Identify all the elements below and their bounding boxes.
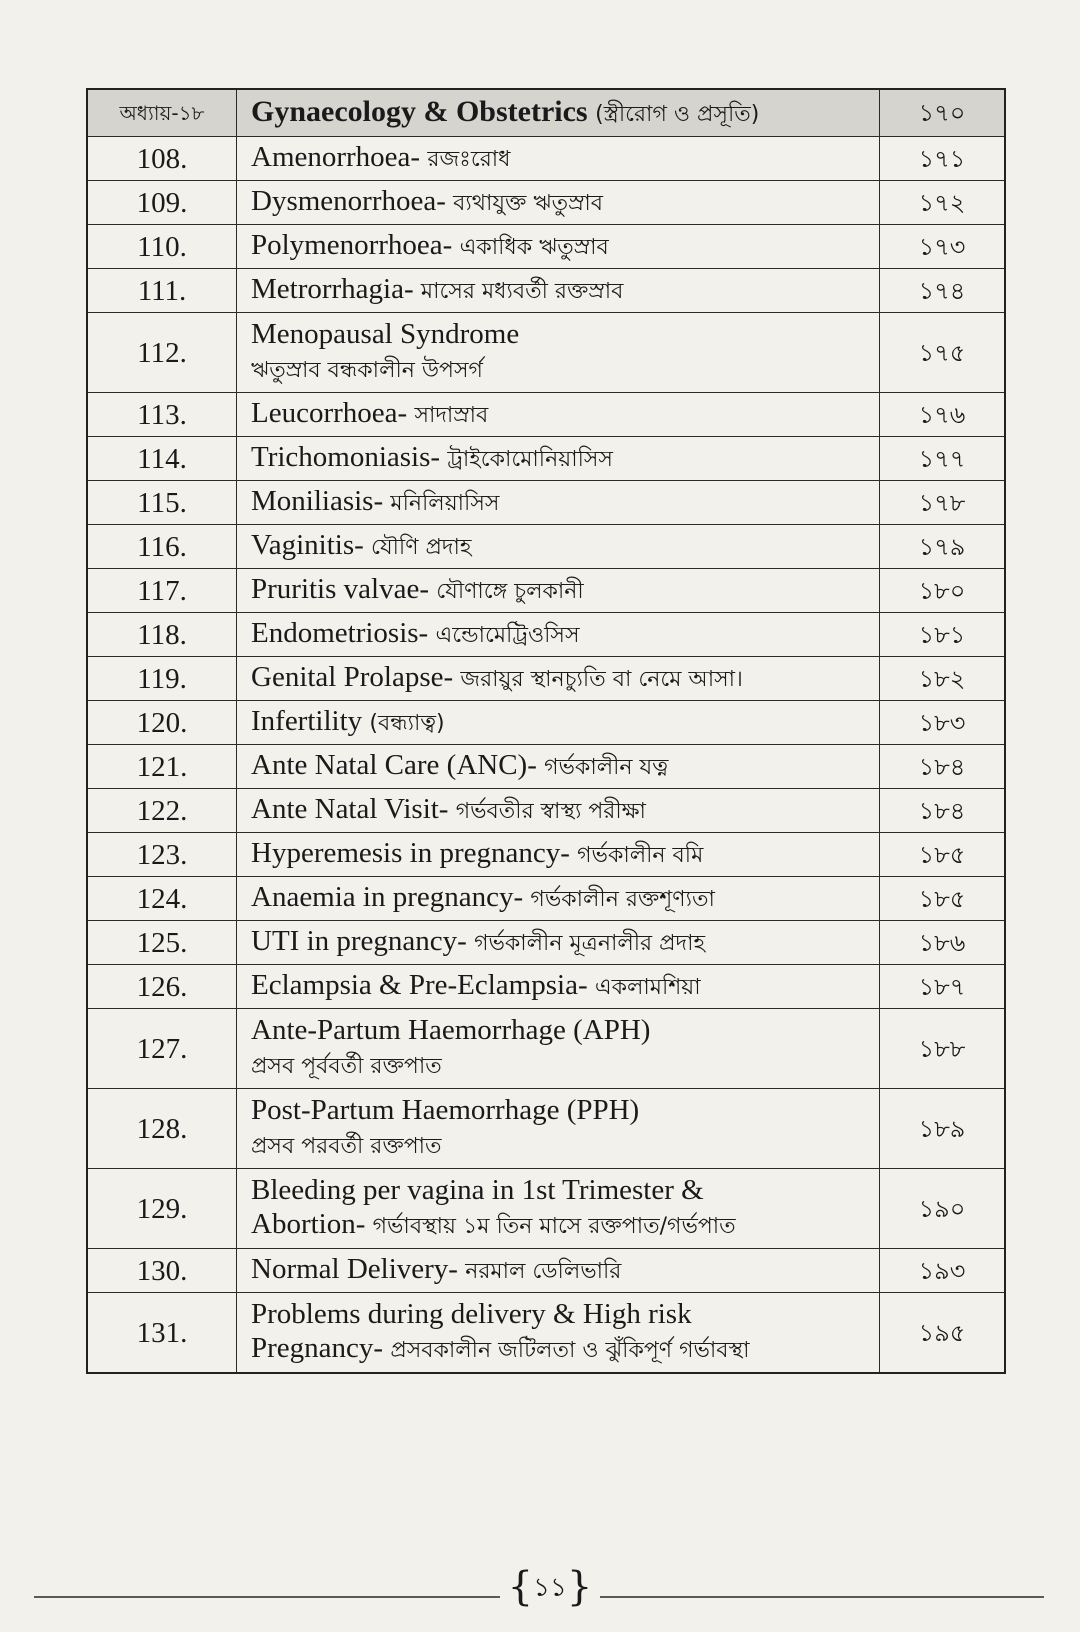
entry-title-en: Normal Delivery- [251, 1253, 458, 1285]
entry-page: ১৭৬ [880, 393, 1006, 437]
entry-title [237, 921, 880, 965]
table-row [87, 833, 1005, 877]
entry-number: 111. [87, 269, 237, 313]
entry-title-bn: একলামশিয়া [594, 975, 701, 1000]
entry-title-bn: মাসের মধ্যবর্তী রক্তস্রাব [420, 279, 624, 304]
left-brace: { [507, 1564, 534, 1610]
table-row [87, 137, 1005, 181]
entry-number: 115. [87, 481, 237, 525]
entry-title [237, 181, 880, 225]
entry-number: 124. [87, 877, 237, 921]
table-row [87, 481, 1005, 525]
entry-page: ১৮৩ [880, 701, 1006, 745]
entry-title [237, 613, 880, 657]
entry-page: ১৮৪ [880, 745, 1006, 789]
entry-title-line [251, 317, 869, 351]
entry-title [237, 1249, 880, 1293]
right-brace: } [566, 1564, 593, 1610]
table-row [87, 965, 1005, 1009]
entry-number: 119. [87, 657, 237, 701]
entry-number: 110. [87, 225, 237, 269]
entry-title [237, 657, 880, 701]
entry-number: 122. [87, 789, 237, 833]
entry-title-bn: মনিলিয়াসিস [390, 491, 500, 516]
entry-title-en: Metrorrhagia- [251, 273, 414, 305]
table-row [87, 657, 1005, 701]
entry-title [237, 437, 880, 481]
entry-number: 123. [87, 833, 237, 877]
entry-title-en: Anaemia in pregnancy- [251, 881, 524, 913]
entry-title-line [251, 1173, 869, 1207]
entry-title [237, 393, 880, 437]
entry-title-en: Endometriosis- [251, 617, 429, 649]
entry-title [237, 877, 880, 921]
entry-page: ১৭৯ [880, 525, 1006, 569]
chapter-page: ১৭০ [880, 89, 1006, 137]
entry-title [237, 137, 880, 181]
entry-number: 120. [87, 701, 237, 745]
entry-title-bn: নরমাল ডেলিভারি [465, 1259, 622, 1284]
entry-title-bn: জরায়ুর স্থানচ্যুতি বা নেমে আসা। [460, 667, 743, 692]
entry-title-bn: গর্ভাবস্থায় ১ম তিন মাসে রক্তপাত/গর্ভপাত [372, 1214, 736, 1239]
entry-page: ১৭১ [880, 137, 1006, 181]
entry-page: ১৮৭ [880, 965, 1006, 1009]
entry-title [237, 313, 880, 393]
entry-title-bn: যৌণি প্রদাহ [371, 535, 472, 560]
entry-title-bn: গর্ভবতীর স্বাস্থ্য পরীক্ষা [455, 799, 646, 824]
entry-number: 112. [87, 313, 237, 393]
entry-page: ১৮৫ [880, 877, 1006, 921]
entry-number: 117. [87, 569, 237, 613]
entry-title-en: Eclampsia & Pre-Eclampsia- [251, 969, 588, 1001]
entry-title-en: Post-Partum Haemorrhage (PPH) [251, 1094, 640, 1126]
table-row [87, 313, 1005, 393]
entry-title-line [251, 1013, 869, 1047]
entry-number: 121. [87, 745, 237, 789]
entry-title-line [251, 1093, 869, 1127]
entry-title-line [251, 1331, 869, 1368]
entry-title [237, 833, 880, 877]
contents-table [86, 88, 1006, 1374]
entry-title-bn: এন্ডোমেট্রিওসিস [435, 623, 580, 648]
entry-title-bn: প্রসবকালীন জটিলতা ও ঝুঁকিপূর্ণ গর্ভাবস্থা [390, 1338, 750, 1363]
entry-page: ১৯৩ [880, 1249, 1006, 1293]
entry-title-line [251, 351, 869, 388]
entry-title [237, 481, 880, 525]
table-row [87, 1249, 1005, 1293]
entry-title-en: Ante Natal Visit- [251, 793, 449, 825]
page-number-text: ১১ [533, 1573, 567, 1603]
entry-title-en: Dysmenorrhoea- [251, 185, 446, 217]
entry-title [237, 525, 880, 569]
entry-title-bn: গর্ভকালীন রক্তশূণ্যতা [530, 887, 715, 912]
entry-title [237, 225, 880, 269]
entry-page: ১৭৭ [880, 437, 1006, 481]
entry-page: ১৯০ [880, 1169, 1006, 1249]
table-row [87, 877, 1005, 921]
entry-title-en-continued: Abortion- [251, 1208, 366, 1240]
entry-title [237, 745, 880, 789]
entry-title-en: Amenorrhoea- [251, 141, 421, 173]
entry-number: 127. [87, 1009, 237, 1089]
table-row [87, 701, 1005, 745]
table-row [87, 225, 1005, 269]
entry-title-en: Pruritis valvae- [251, 573, 429, 605]
entry-title-en: Infertility [251, 705, 363, 737]
entry-title-line [251, 1127, 869, 1164]
table-row [87, 1293, 1005, 1374]
table-row [87, 437, 1005, 481]
entry-title-line [251, 1297, 869, 1331]
entry-title [237, 269, 880, 313]
entry-title-en: Problems during delivery & High risk [251, 1298, 692, 1330]
entry-title [237, 1009, 880, 1089]
entry-title-en: UTI in pregnancy- [251, 925, 467, 957]
table-row [87, 1009, 1005, 1089]
entry-number: 125. [87, 921, 237, 965]
entry-title-line [251, 1047, 869, 1084]
entry-number: 114. [87, 437, 237, 481]
entry-title-en: Hyperemesis in pregnancy- [251, 837, 570, 869]
entry-title-bn: ঋতুস্রাব বন্ধকালীন উপসর্গ [251, 358, 483, 383]
entry-title-en: Ante Natal Care (ANC)- [251, 749, 537, 781]
entry-title [237, 1169, 880, 1249]
entry-title-bn: গর্ভকালীন বমি [577, 843, 704, 868]
entry-number: 126. [87, 965, 237, 1009]
table-row [87, 921, 1005, 965]
entry-title-bn: ট্রাইকোমোনিয়াসিস [447, 447, 613, 472]
entry-page: ১৮৯ [880, 1089, 1006, 1169]
page-number [500, 1564, 600, 1610]
entry-title-bn: (বন্ধ্যাত্ব) [369, 711, 445, 736]
table-row [87, 181, 1005, 225]
entry-title-en: Vaginitis- [251, 529, 364, 561]
entry-title [237, 1293, 880, 1374]
entry-title-bn: প্রসব পরবর্তী রক্তপাত [251, 1134, 442, 1159]
entry-title-en: Menopausal Syndrome [251, 318, 520, 350]
entry-title-bn: প্রসব পূর্ববর্তী রক্তপাত [251, 1054, 442, 1079]
entry-number: 128. [87, 1089, 237, 1169]
entry-number: 118. [87, 613, 237, 657]
table-row [87, 789, 1005, 833]
entry-title-bn: যৌণাঙ্গে চুলকানী [436, 579, 584, 604]
entry-page: ১৭৮ [880, 481, 1006, 525]
entry-title-en: Leucorrhoea- [251, 397, 408, 429]
chapter-title-en: Gynaecology & Obstetrics [251, 94, 588, 128]
entry-title [237, 965, 880, 1009]
table-row [87, 745, 1005, 789]
entry-number: 108. [87, 137, 237, 181]
entry-number: 116. [87, 525, 237, 569]
entry-title-en: Polymenorrhoea- [251, 229, 453, 261]
entry-title [237, 789, 880, 833]
entry-page: ১৭৩ [880, 225, 1006, 269]
entry-page: ১৭৫ [880, 313, 1006, 393]
entry-page: ১৭২ [880, 181, 1006, 225]
entry-page: ১৮০ [880, 569, 1006, 613]
entry-title [237, 1089, 880, 1169]
entry-number: 130. [87, 1249, 237, 1293]
entry-title [237, 701, 880, 745]
entry-title-en: Bleeding per vagina in 1st Trimester & [251, 1174, 704, 1206]
entry-page: ১৮৫ [880, 833, 1006, 877]
entry-title-bn: ব্যথাযুক্ত ঋতুস্রাব [453, 191, 604, 216]
entry-title-en: Genital Prolapse- [251, 661, 454, 693]
entry-title [237, 569, 880, 613]
entry-page: ১৯৫ [880, 1293, 1006, 1374]
chapter-title [237, 89, 880, 137]
table-row [87, 1089, 1005, 1169]
entry-page: ১৮৮ [880, 1009, 1006, 1089]
table-row [87, 525, 1005, 569]
entry-number: 129. [87, 1169, 237, 1249]
entry-title-en: Ante-Partum Haemorrhage (APH) [251, 1014, 651, 1046]
table-row [87, 613, 1005, 657]
entry-number: 131. [87, 1293, 237, 1374]
entry-page: ১৮২ [880, 657, 1006, 701]
entry-title-en: Trichomoniasis- [251, 441, 441, 473]
entry-title-bn: রজঃরোধ [427, 147, 511, 172]
chapter-label: অধ্যায়-১৮ [87, 89, 237, 137]
entry-title-line [251, 1207, 869, 1244]
entry-title-bn: গর্ভকালীন যত্ন [544, 755, 669, 780]
table-row [87, 269, 1005, 313]
entry-number: 109. [87, 181, 237, 225]
entry-page: ১৮৬ [880, 921, 1006, 965]
entry-title-en: Moniliasis- [251, 485, 384, 517]
entry-page: ১৮১ [880, 613, 1006, 657]
table-row [87, 1169, 1005, 1249]
entry-title-bn: গর্ভকালীন মূত্রনালীর প্রদাহ [474, 931, 706, 956]
entry-number: 113. [87, 393, 237, 437]
entry-page: ১৭৪ [880, 269, 1006, 313]
entry-title-bn: একাধিক ঋতুস্রাব [459, 235, 609, 260]
table-row [87, 393, 1005, 437]
chapter-title-bn: (স্ত্রীরোগ ও প্রসূতি) [595, 101, 760, 127]
entry-title-bn: সাদাস্রাব [414, 403, 489, 428]
chapter-header-row [87, 89, 1005, 137]
entry-title-en-continued: Pregnancy- [251, 1332, 384, 1364]
entry-page: ১৮৪ [880, 789, 1006, 833]
table-row [87, 569, 1005, 613]
